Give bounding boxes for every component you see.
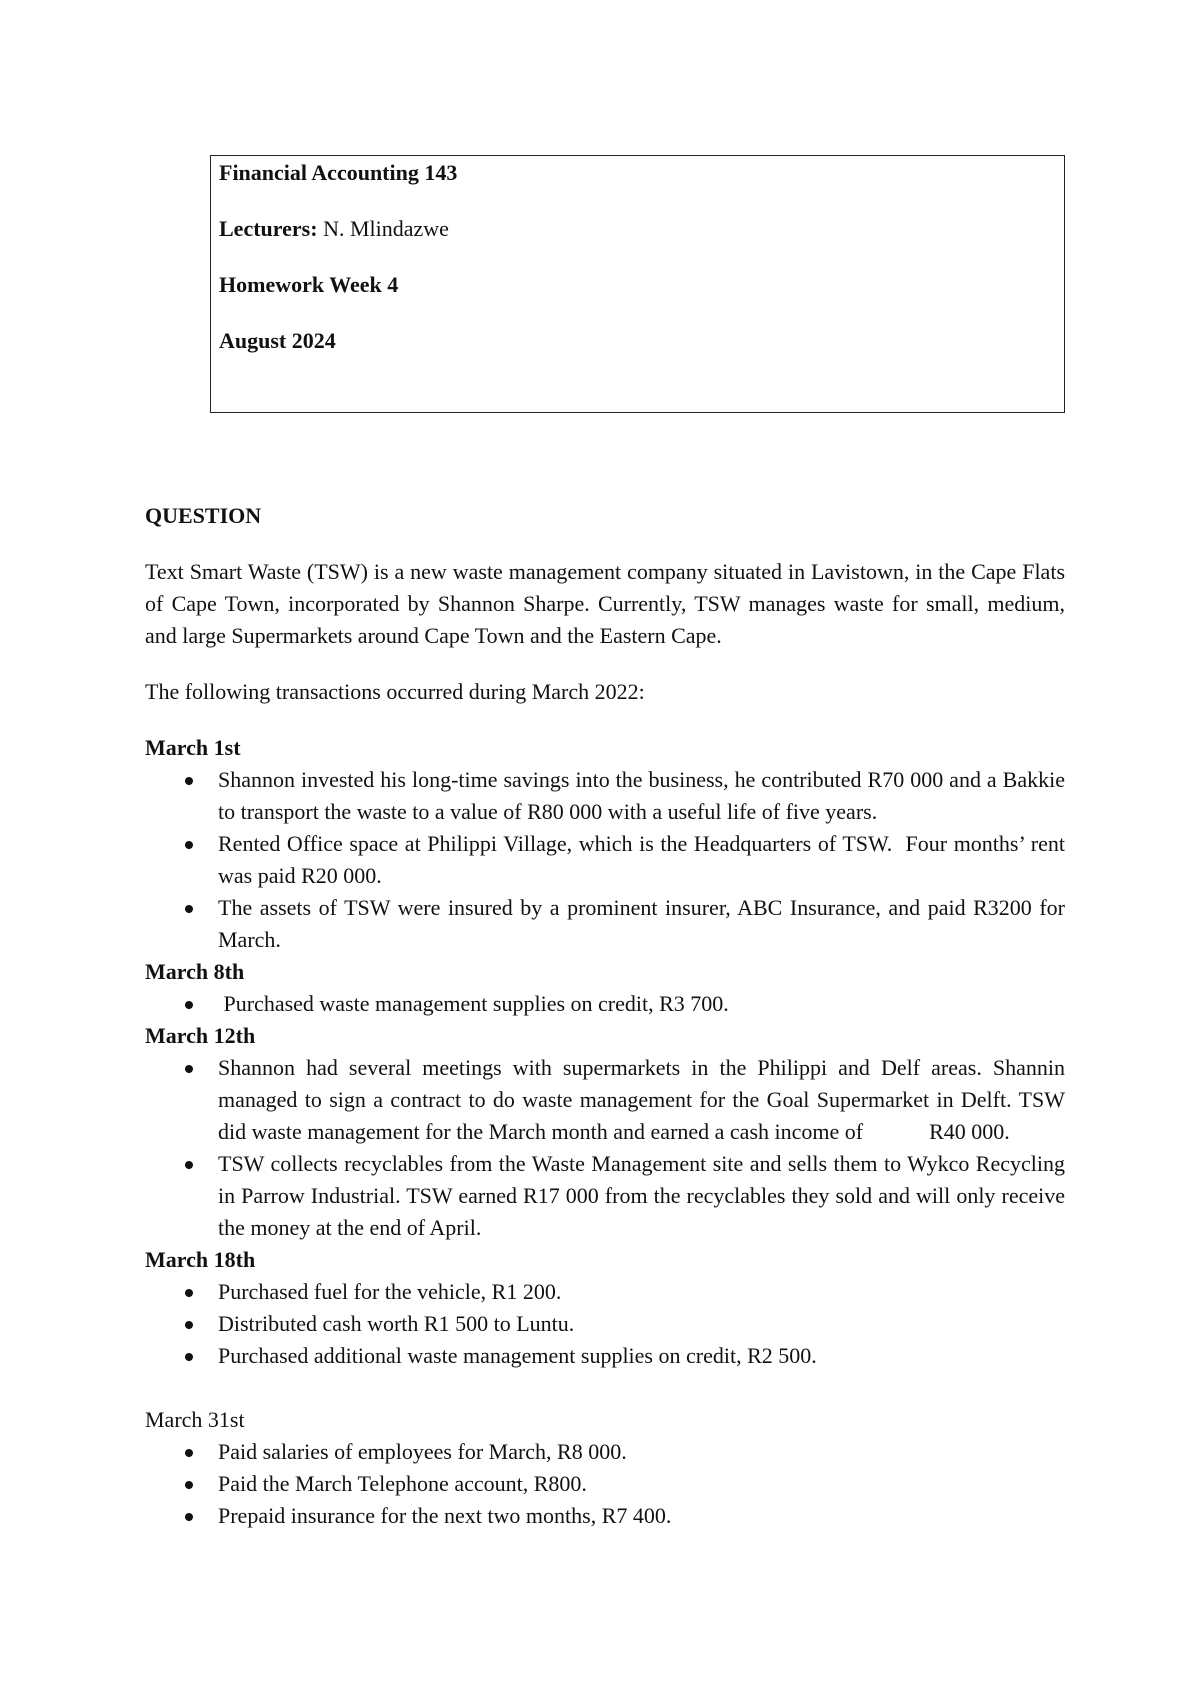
- transaction-item: Purchased waste management supplies on credit, R3 700.: [145, 988, 1065, 1020]
- transaction-item: TSW collects recyclables from the Waste Management site and sells them to Wykco Recycling in Parrow Industrial. TSW earned R17 000 from the recyclables they sold and will only receive the money at the end of April.: [145, 1148, 1065, 1244]
- transaction-list: [145, 764, 1071, 956]
- question-content: [145, 500, 1071, 1532]
- transaction-item: Purchased additional waste management supplies on credit, R2 500.: [145, 1340, 1065, 1372]
- transaction-item: Paid salaries of employees for March, R8 000.: [145, 1436, 1065, 1468]
- section-date: March 18th: [145, 1247, 256, 1272]
- transaction-item: Shannon had several meetings with supermarkets in the Philippi and Delf areas. Shannin managed to sign a contract to do waste management for the Goal Supermarket in Delft. TSW did waste management for the March month and earned a cash income of R40 000.: [145, 1052, 1065, 1148]
- course-title: Financial Accounting 143: [219, 160, 458, 185]
- transactions-intro: The following transactions occurred during March 2022:: [145, 679, 645, 704]
- bullet-icon: [185, 1321, 193, 1329]
- bullet-icon: [185, 1449, 193, 1457]
- bullet-icon: [185, 1161, 193, 1169]
- lecturers-line: [219, 216, 449, 242]
- bullet-icon: [185, 1353, 193, 1361]
- transaction-list: [145, 1276, 1065, 1372]
- bullet-icon: [185, 777, 193, 785]
- lecturers-label: Lecturers:: [219, 216, 318, 241]
- transaction-list: [145, 988, 1065, 1020]
- transaction-item: The assets of TSW were insured by a prominent insurer, ABC Insurance, and paid R3200 for March.: [145, 892, 1065, 956]
- transaction-list: [145, 1436, 1065, 1532]
- homework-title: Homework Week 4: [219, 272, 399, 297]
- bullet-icon: [185, 905, 193, 913]
- section-date: March 12th: [145, 1023, 256, 1048]
- transaction-item: Purchased fuel for the vehicle, R1 200.: [145, 1276, 1065, 1308]
- bullet-icon: [185, 1513, 193, 1521]
- bullet-icon: [185, 1001, 193, 1009]
- transaction-item: Distributed cash worth R1 500 to Luntu.: [145, 1308, 1065, 1340]
- section-date: March 8th: [145, 959, 245, 984]
- transaction-list: [145, 1052, 1071, 1244]
- section-date: March 1st: [145, 735, 241, 760]
- header-box: [210, 155, 1065, 413]
- bullet-icon: [185, 1289, 193, 1297]
- header-date: August 2024: [219, 328, 336, 353]
- transaction-item: Shannon invested his long-time savings into the business, he contributed R70 000 and a Bakkie to transport the waste to a value of R80 000 with a useful life of five years.: [145, 764, 1065, 828]
- question-title: QUESTION: [145, 503, 262, 528]
- question-intro: Text Smart Waste (TSW) is a new waste management company situated in Lavistown, in the Cape Flats of Cape Town, incorporated by Shannon Sharpe. Currently, TSW manages waste for small, medium, and large Supermarkets around Cape Town and the Eastern Cape.: [145, 559, 1065, 648]
- section-date: March 31st: [145, 1407, 245, 1432]
- transaction-item: Rented Office space at Philippi Village, which is the Headquarters of TSW. Four months’ rent was paid R20 000.: [145, 828, 1065, 892]
- transaction-item: Prepaid insurance for the next two months, R7 400.: [145, 1500, 1065, 1532]
- bullet-icon: [185, 1481, 193, 1489]
- bullet-icon: [185, 841, 193, 849]
- lecturers-value: N. Mlindazwe: [317, 216, 449, 241]
- bullet-icon: [185, 1065, 193, 1073]
- transaction-item: Paid the March Telephone account, R800.: [145, 1468, 1065, 1500]
